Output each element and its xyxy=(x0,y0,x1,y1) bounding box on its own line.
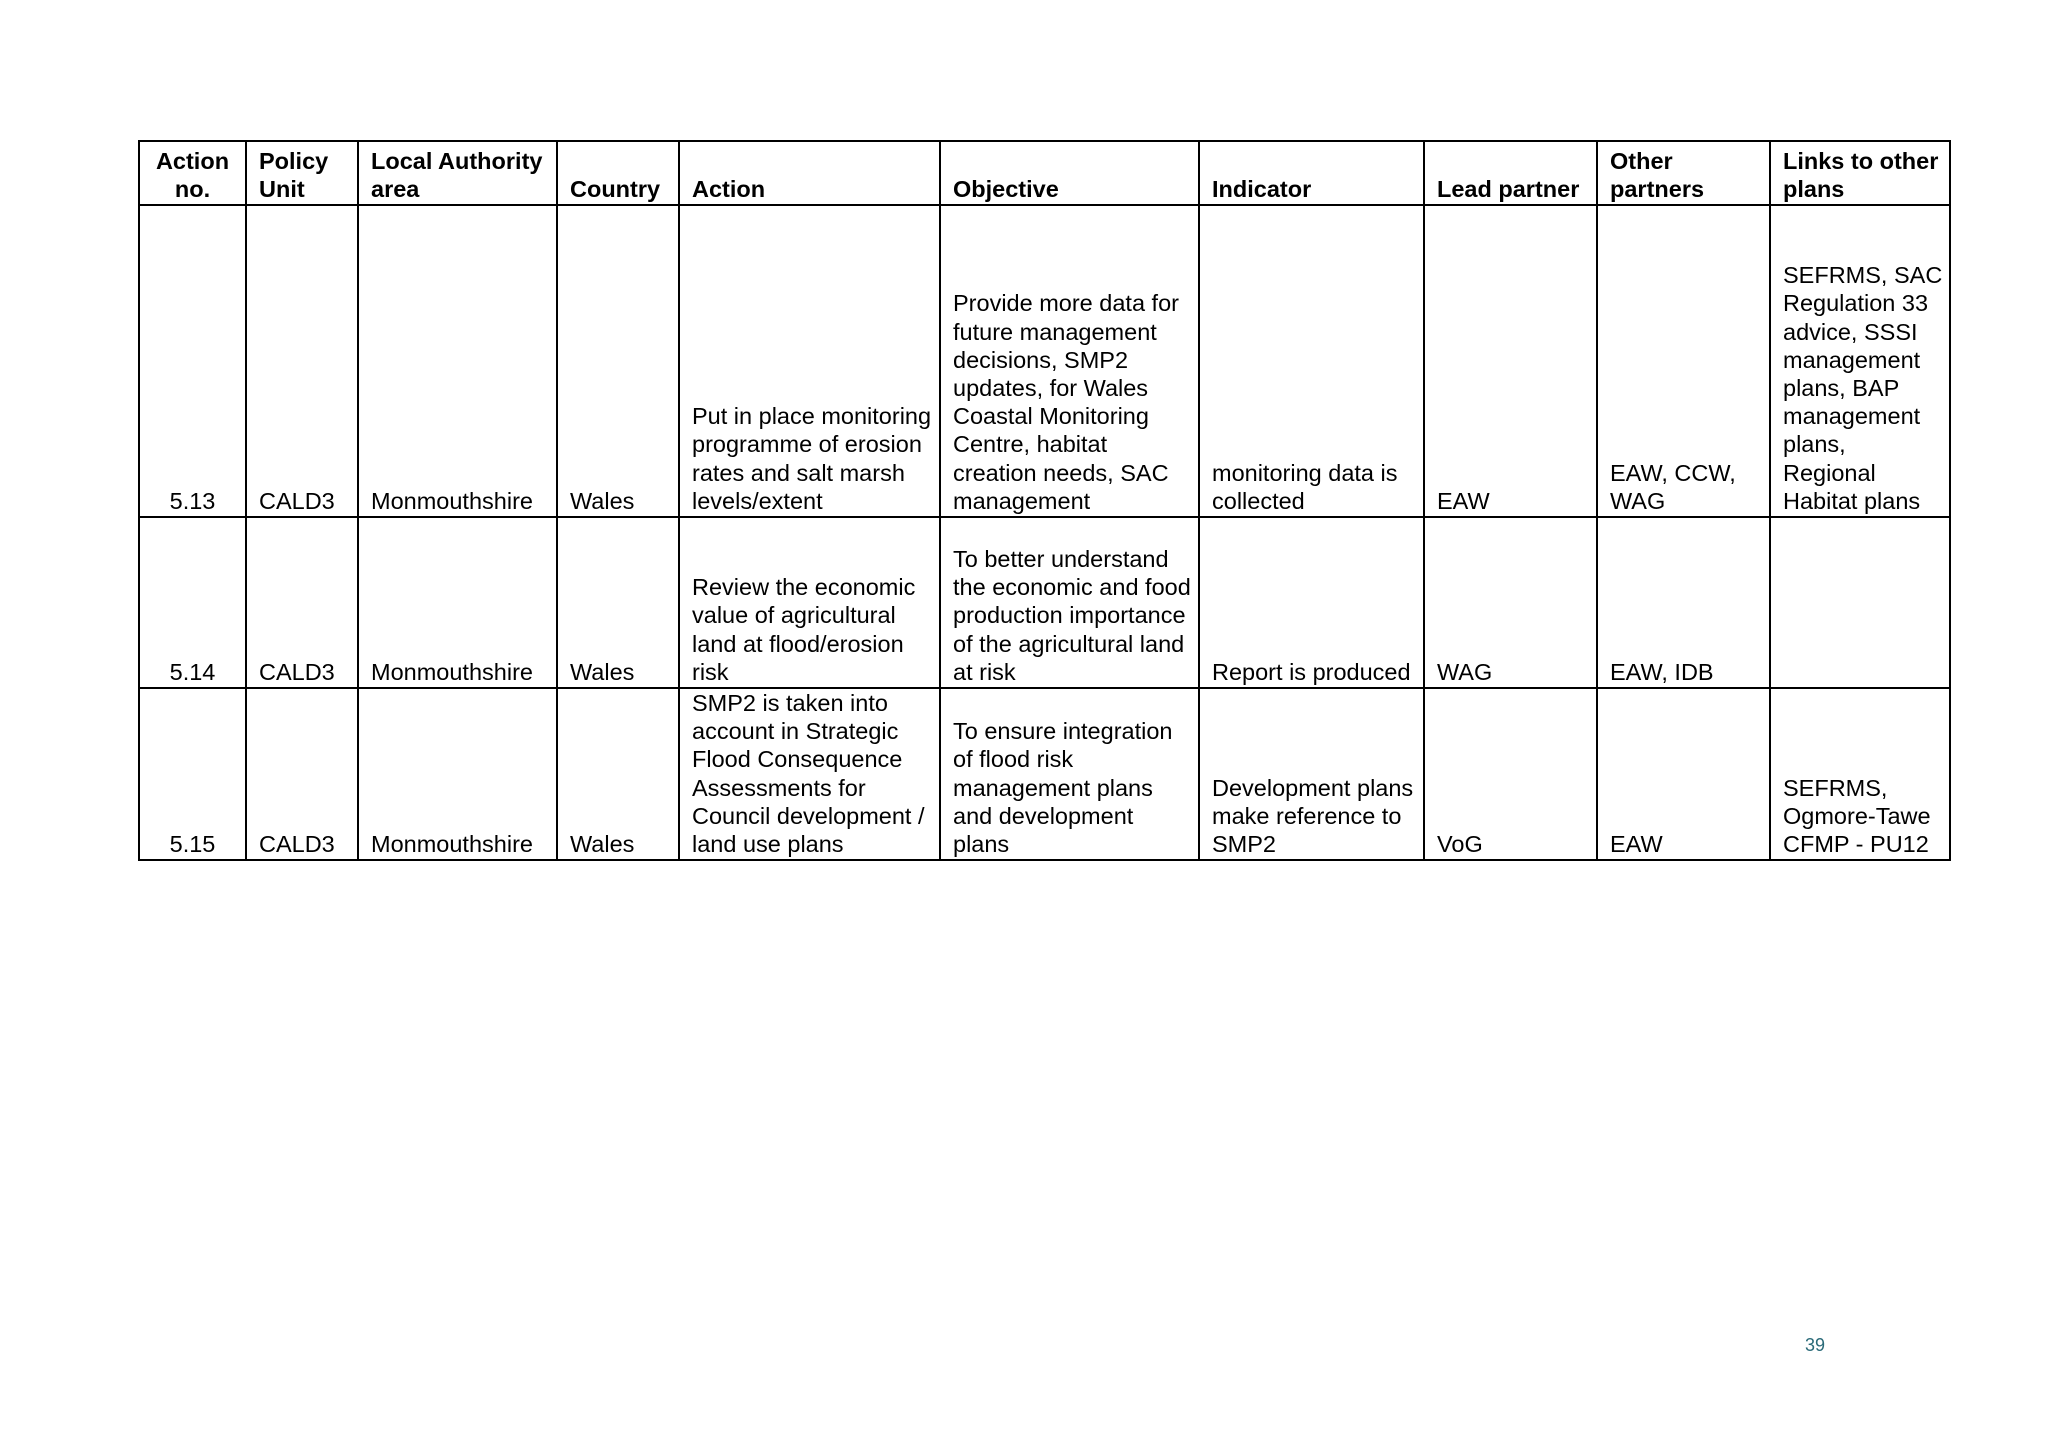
cell-country: Wales xyxy=(557,205,679,517)
cell-policy-unit: CALD3 xyxy=(246,688,358,860)
cell-action: Put in place monitoring programme of erosion rates and salt marsh levels/extent xyxy=(679,205,940,517)
header-links: Links to other plans xyxy=(1770,141,1950,205)
cell-objective: To ensure integration of flood risk management plans and development plans xyxy=(940,688,1199,860)
cell-local-authority: Monmouthshire xyxy=(358,205,557,517)
cell-indicator: Development plans make reference to SMP2 xyxy=(1199,688,1424,860)
cell-local-authority: Monmouthshire xyxy=(358,517,557,688)
header-other-partners: Other partners xyxy=(1597,141,1770,205)
cell-policy-unit: CALD3 xyxy=(246,205,358,517)
header-lead-partner: Lead partner xyxy=(1424,141,1597,205)
header-policy-unit: Policy Unit xyxy=(246,141,358,205)
cell-action: Review the economic value of agricultural land at flood/erosion risk xyxy=(679,517,940,688)
table-header-row xyxy=(139,141,1950,205)
header-local-authority: Local Authority area xyxy=(358,141,557,205)
header-action: Action xyxy=(679,141,940,205)
header-country: Country xyxy=(557,141,679,205)
cell-action: SMP2 is taken into account in Strategic Flood Consequence Assessments for Council development / land use plans xyxy=(679,688,940,860)
cell-links: SEFRMS, Ogmore-Tawe CFMP - PU12 xyxy=(1770,688,1950,860)
cell-indicator: Report is produced xyxy=(1199,517,1424,688)
table-row xyxy=(139,517,1950,688)
cell-action-no: 5.13 xyxy=(139,205,246,517)
cell-action-no: 5.15 xyxy=(139,688,246,860)
header-action-no: Action no. xyxy=(139,141,246,205)
header-objective: Objective xyxy=(940,141,1199,205)
cell-indicator: monitoring data is collected xyxy=(1199,205,1424,517)
cell-links: SEFRMS, SAC Regulation 33 advice, SSSI management plans, BAP management plans, Regional Habitat plans xyxy=(1770,205,1950,517)
table-row xyxy=(139,205,1950,517)
cell-country: Wales xyxy=(557,517,679,688)
cell-objective: To better understand the economic and food production importance of the agricultural land at risk xyxy=(940,517,1199,688)
cell-local-authority: Monmouthshire xyxy=(358,688,557,860)
cell-country: Wales xyxy=(557,688,679,860)
page-number: 39 xyxy=(1804,1335,1826,1355)
cell-links xyxy=(1770,517,1950,688)
cell-lead-partner: EAW xyxy=(1424,205,1597,517)
cell-other-partners: EAW, IDB xyxy=(1597,517,1770,688)
cell-lead-partner: WAG xyxy=(1424,517,1597,688)
header-indicator: Indicator xyxy=(1199,141,1424,205)
cell-other-partners: EAW xyxy=(1597,688,1770,860)
cell-action-no: 5.14 xyxy=(139,517,246,688)
action-plan-table xyxy=(138,140,1951,861)
cell-objective: Provide more data for future management decisions, SMP2 updates, for Wales Coastal Monitoring Centre, habitat creation needs, SAC management xyxy=(940,205,1199,517)
cell-other-partners: EAW, CCW, WAG xyxy=(1597,205,1770,517)
cell-lead-partner: VoG xyxy=(1424,688,1597,860)
cell-policy-unit: CALD3 xyxy=(246,517,358,688)
table-row xyxy=(139,688,1950,860)
